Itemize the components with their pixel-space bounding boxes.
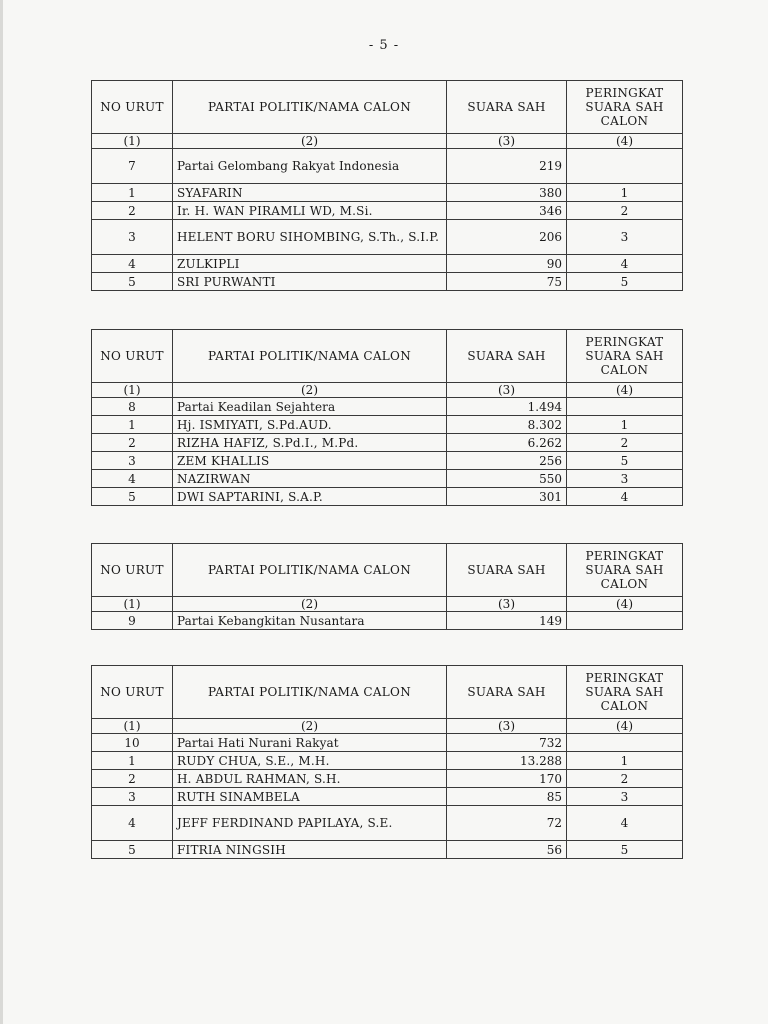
row-number: 10 [92,734,173,752]
vote-rank: 2 [567,434,683,452]
table-body [92,612,683,630]
candidate-row [92,752,683,770]
vote-rank: 4 [567,488,683,506]
vote-rank: 3 [567,470,683,488]
column-index: (2) [173,383,447,398]
vote-count: 550 [447,470,567,488]
column-index: (3) [447,134,567,149]
row-number: 9 [92,612,173,630]
row-number: 2 [92,434,173,452]
candidate-row [92,788,683,806]
vote-count: 380 [447,184,567,202]
vote-rank: 4 [567,806,683,841]
vote-table-3 [91,543,683,630]
candidate-name: NAZIRWAN [173,470,447,488]
row-number: 7 [92,149,173,184]
row-number: 5 [92,273,173,291]
vote-count: 256 [447,452,567,470]
candidate-name: SYAFARIN [173,184,447,202]
vote-count: 85 [447,788,567,806]
vote-count: 170 [447,770,567,788]
row-number: 3 [92,220,173,255]
vote-rank: 5 [567,452,683,470]
vote-count: 732 [447,734,567,752]
header-suara: SUARA SAH [447,81,567,134]
candidate-name: Hj. ISMIYATI, S.Pd.AUD. [173,416,447,434]
vote-count: 72 [447,806,567,841]
candidate-row [92,470,683,488]
candidate-name: RUTH SINAMBELA [173,788,447,806]
header-suara: SUARA SAH [447,666,567,719]
candidate-row [92,202,683,220]
row-number: 1 [92,416,173,434]
vote-rank [567,398,683,416]
party-row [92,398,683,416]
party-row [92,734,683,752]
candidate-row [92,273,683,291]
candidate-row [92,841,683,859]
table-body [92,149,683,291]
header-peringkat: PERINGKAT SUARA SAH CALON [567,81,683,134]
vote-rank: 1 [567,416,683,434]
candidate-name: ZULKIPLI [173,255,447,273]
row-number: 2 [92,202,173,220]
column-index: (3) [447,719,567,734]
candidate-row [92,770,683,788]
vote-count: 56 [447,841,567,859]
candidate-name: RIZHA HAFIZ, S.Pd.I., M.Pd. [173,434,447,452]
candidate-name: JEFF FERDINAND PAPILAYA, S.E. [173,806,447,841]
vote-count: 219 [447,149,567,184]
candidate-row [92,488,683,506]
column-index: (4) [567,597,683,612]
header-no-urut: NO URUT [92,666,173,719]
candidate-row [92,452,683,470]
column-index: (1) [92,383,173,398]
candidate-row [92,255,683,273]
party-row [92,149,683,184]
header-no-urut: NO URUT [92,544,173,597]
column-index: (3) [447,597,567,612]
column-index: (4) [567,719,683,734]
header-suara: SUARA SAH [447,330,567,383]
vote-rank: 3 [567,220,683,255]
vote-rank: 1 [567,752,683,770]
vote-rank: 3 [567,788,683,806]
vote-rank: 5 [567,841,683,859]
vote-rank [567,734,683,752]
candidate-row [92,434,683,452]
vote-rank [567,149,683,184]
row-number: 1 [92,752,173,770]
candidate-row [92,184,683,202]
vote-count: 90 [447,255,567,273]
column-index: (1) [92,597,173,612]
candidate-row [92,220,683,255]
party-name: Partai Hati Nurani Rakyat [173,734,447,752]
party-name: Partai Gelombang Rakyat Indonesia [173,149,447,184]
vote-rank: 4 [567,255,683,273]
vote-rank: 2 [567,202,683,220]
vote-table-4 [91,665,683,859]
column-index: (1) [92,719,173,734]
vote-rank: 2 [567,770,683,788]
vote-rank [567,612,683,630]
candidate-name: Ir. H. WAN PIRAMLI WD, M.Si. [173,202,447,220]
table-body [92,734,683,859]
party-name: Partai Keadilan Sejahtera [173,398,447,416]
party-row [92,612,683,630]
vote-count: 301 [447,488,567,506]
header-peringkat: PERINGKAT SUARA SAH CALON [567,544,683,597]
candidate-name: RUDY CHUA, S.E., M.H. [173,752,447,770]
candidate-name: SRI PURWANTI [173,273,447,291]
column-index: (2) [173,134,447,149]
header-partai: PARTAI POLITIK/NAMA CALON [173,544,447,597]
header-peringkat: PERINGKAT SUARA SAH CALON [567,330,683,383]
candidate-row [92,416,683,434]
header-partai: PARTAI POLITIK/NAMA CALON [173,666,447,719]
column-index: (1) [92,134,173,149]
vote-count: 75 [447,273,567,291]
vote-count: 1.494 [447,398,567,416]
vote-rank: 1 [567,184,683,202]
vote-count: 6.262 [447,434,567,452]
row-number: 4 [92,255,173,273]
vote-count: 8.302 [447,416,567,434]
scan-edge [0,0,3,1024]
vote-rank: 5 [567,273,683,291]
vote-count: 346 [447,202,567,220]
candidate-name: DWI SAPTARINI, S.A.P. [173,488,447,506]
row-number: 4 [92,806,173,841]
column-index: (2) [173,719,447,734]
party-name: Partai Kebangkitan Nusantara [173,612,447,630]
column-index: (3) [447,383,567,398]
vote-count: 149 [447,612,567,630]
row-number: 3 [92,452,173,470]
row-number: 3 [92,788,173,806]
vote-count: 13.288 [447,752,567,770]
header-no-urut: NO URUT [92,330,173,383]
vote-table-2 [91,329,683,506]
header-no-urut: NO URUT [92,81,173,134]
header-peringkat: PERINGKAT SUARA SAH CALON [567,666,683,719]
candidate-name: ZEM KHALLIS [173,452,447,470]
row-number: 8 [92,398,173,416]
table-body [92,398,683,506]
vote-count: 206 [447,220,567,255]
row-number: 4 [92,470,173,488]
vote-table-1 [91,80,683,291]
column-index: (2) [173,597,447,612]
row-number: 5 [92,488,173,506]
row-number: 1 [92,184,173,202]
candidate-name: HELENT BORU SIHOMBING, S.Th., S.I.P. [173,220,447,255]
row-number: 5 [92,841,173,859]
candidate-name: H. ABDUL RAHMAN, S.H. [173,770,447,788]
row-number: 2 [92,770,173,788]
candidate-name: FITRIA NINGSIH [173,841,447,859]
header-suara: SUARA SAH [447,544,567,597]
column-index: (4) [567,134,683,149]
header-partai: PARTAI POLITIK/NAMA CALON [173,81,447,134]
candidate-row [92,806,683,841]
header-partai: PARTAI POLITIK/NAMA CALON [173,330,447,383]
column-index: (4) [567,383,683,398]
page-number: - 5 - [368,38,400,53]
